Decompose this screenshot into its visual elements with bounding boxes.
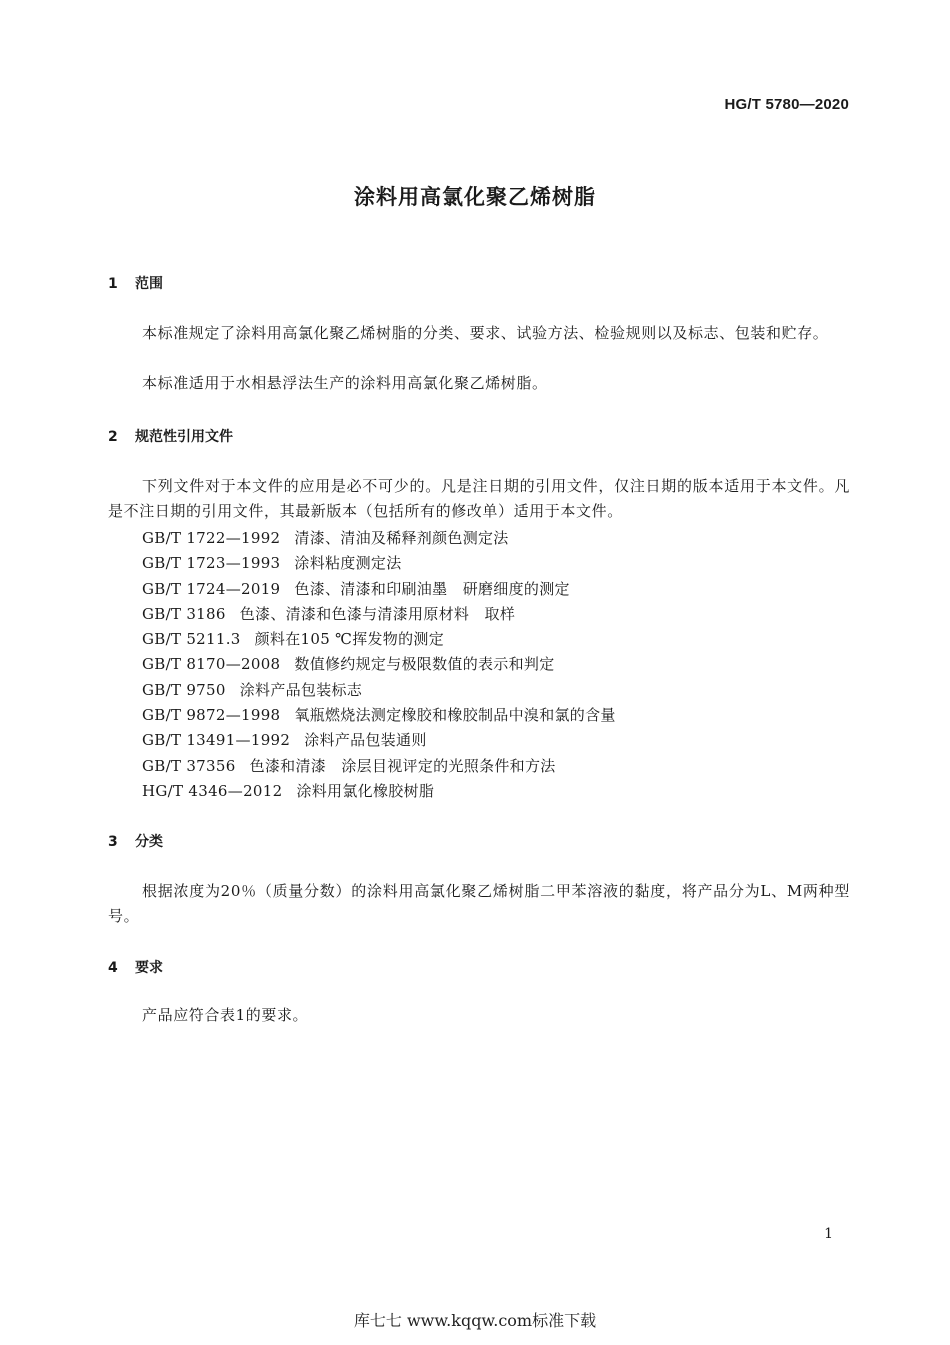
section-number: 4: [108, 960, 118, 976]
document-title: 涂料用高氯化聚乙烯树脂: [354, 185, 596, 209]
reference-item: [142, 652, 616, 677]
section-title: 范围: [135, 276, 163, 292]
reference-title: 色漆、清漆和印刷油墨 研磨细度的测定: [294, 579, 570, 598]
reference-code: GB/T 9750: [142, 680, 226, 699]
requirements-paragraph: 产品应符合表1的要求。: [142, 1006, 309, 1024]
reference-code: GB/T 8170—2008: [142, 655, 281, 674]
standard-code: HG/T 5780—2020: [724, 96, 849, 113]
section-title: 分类: [135, 834, 163, 850]
reference-code: GB/T 1724—2019: [142, 579, 281, 598]
section-2-heading: [108, 426, 233, 446]
reference-code: GB/T 5211.3: [142, 630, 241, 649]
page-number: 1: [824, 1226, 833, 1242]
reference-code: GB/T 37356: [142, 756, 236, 775]
classification-paragraph: 根据浓度为20％（质量分数）的涂料用高氯化聚乙烯树脂二甲苯溶液的黏度，将产品分为L、M两种型号。: [108, 882, 850, 925]
section-1-heading: [108, 273, 163, 293]
reference-list: [142, 526, 616, 804]
section-title: 要求: [135, 960, 163, 976]
reference-code: GB/T 13491—1992: [142, 731, 291, 750]
reference-item: [142, 779, 616, 804]
reference-title: 涂料粘度测定法: [294, 554, 402, 573]
reference-code: GB/T 1723—1993: [142, 554, 281, 573]
reference-title: 涂料产品包装标志: [239, 680, 363, 699]
scope-paragraph-2: 本标准适用于水相悬浮法生产的涂料用高氯化聚乙烯树脂。: [142, 374, 548, 392]
section-4-heading: [108, 957, 163, 977]
reference-item: [142, 627, 616, 652]
reference-item: [142, 703, 616, 728]
reference-title: 色漆、清漆和色漆与清漆用原材料 取样: [239, 604, 516, 623]
reference-code: GB/T 9872—1998: [142, 706, 281, 725]
reference-title: 数值修约规定与极限数值的表示和判定: [294, 655, 555, 674]
section-title: 规范性引用文件: [135, 429, 233, 445]
section-number: 2: [108, 429, 118, 445]
section-3-heading: [108, 831, 163, 851]
reference-title: 清漆、清油及稀释剂颜色测定法: [294, 529, 509, 547]
reference-item: [142, 754, 616, 779]
reference-item: [142, 551, 616, 576]
reference-item: [142, 728, 616, 753]
reference-code: HG/T 4346—2012: [142, 781, 283, 800]
reference-item: [142, 526, 616, 551]
footer-watermark[interactable]: 库七七 www.kqqw.com标准下载: [353, 1311, 597, 1330]
section-number: 1: [108, 276, 118, 292]
reference-title: 涂料产品包装通则: [304, 731, 427, 750]
reference-item: [142, 577, 616, 602]
reference-title: 色漆和清漆 涂层目视评定的光照条件和方法: [249, 756, 556, 775]
reference-title: 颜料在105 ℃挥发物的测定: [254, 630, 445, 649]
references-intro: 下列文件对于本文件的应用是必不可少的。凡是注日期的引用文件，仅注日期的版本适用于本文件。凡是不注日期的引用文件，其最新版本（包括所有的修改单）适用于本文件。: [108, 477, 850, 520]
scope-paragraph-1: 本标准规定了涂料用高氯化聚乙烯树脂的分类、要求、试验方法、检验规则以及标志、包装和贮存。: [142, 324, 829, 342]
reference-code: GB/T 3186: [142, 604, 226, 623]
reference-item: [142, 678, 616, 703]
reference-code: GB/T 1722—1992: [142, 529, 281, 547]
section-number: 3: [108, 834, 118, 850]
reference-title: 涂料用氯化橡胶树脂: [296, 781, 435, 800]
reference-title: 氧瓶燃烧法测定橡胶和橡胶制品中溴和氯的含量: [294, 706, 616, 725]
reference-item: [142, 602, 616, 627]
